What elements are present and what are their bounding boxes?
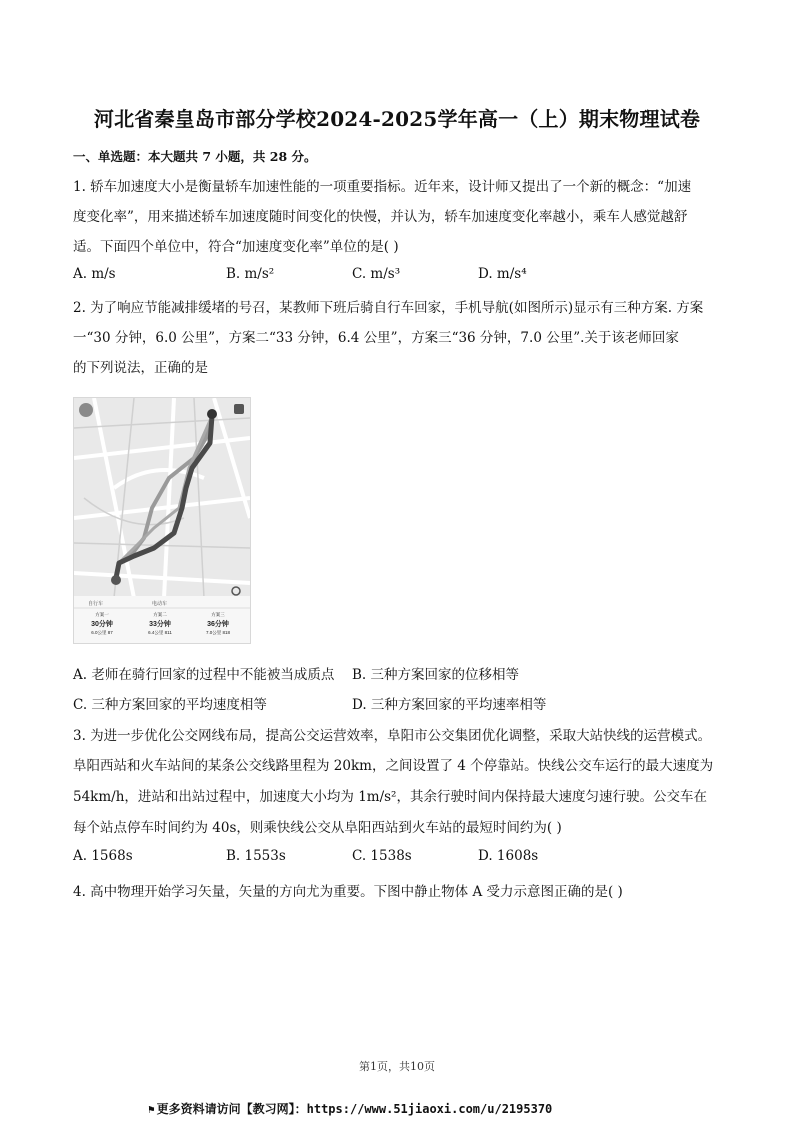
q3-option-d: D. 1608s xyxy=(478,848,539,864)
map-poi-icon xyxy=(79,403,93,417)
q2-option-d: D. 三种方案回家的平均速率相等 xyxy=(352,697,547,713)
navigation-map-image xyxy=(73,397,251,644)
q3-line-4: 每个站点停车时间约为 40s，则乘快线公交从阜阳西站到火车站的最短时间约为( ) xyxy=(73,820,562,836)
plan-1-dist: 6.0公里 87 xyxy=(91,630,113,635)
q2-option-c: C. 三种方案回家的平均速度相等 xyxy=(73,697,267,713)
page-title: 河北省秦皇岛市部分学校2024-2025学年高一（上）期末物理试卷 xyxy=(93,107,701,131)
q2-line-1: 2. 为了响应节能减排缓堵的号召，某教师下班后骑自行车回家，手机导航(如图所示)显示有三种方案. 方案 xyxy=(73,300,704,316)
plan-3-dist: 7.0公里 818 xyxy=(205,630,231,635)
plan-2-label: 方案二 xyxy=(153,612,167,617)
q2-line-3: 的下列说法，正确的是 xyxy=(73,360,208,376)
q3-option-a: A. 1568s xyxy=(73,848,133,864)
compass-icon xyxy=(234,404,244,414)
q3-line-1: 3. 为进一步优化公交网线布局，提高公交运营效率，阜阳市公交集团优化调整，采取大站快线的运营模式。 xyxy=(73,728,712,744)
map-mode-bike: 自行车 xyxy=(88,601,104,607)
plan-2-time: 33分钟 xyxy=(149,621,171,628)
q3-line-2: 阜阳西站和火车站间的某条公交线路里程为 20km，之间设置了 4 个停靠站。快线公交车运行的最大速度为 xyxy=(73,758,714,774)
q2-option-a: A. 老师在骑行回家的过程中不能被当成质点 xyxy=(73,667,335,683)
section-heading: 一、单选题：本大题共 7 小题，共 28 分。 xyxy=(73,149,317,164)
q1-line-1: 1. 轿车加速度大小是衡量轿车加速性能的一项重要指标。近年来，设计师又提出了一个新的概念：“加速 xyxy=(73,179,692,195)
map-mode-ebike: 电动车 xyxy=(152,601,168,607)
plan-3-label: 方案三 xyxy=(211,612,225,617)
q1-option-b: B. m/s² xyxy=(226,266,275,282)
flag-icon: ⚑ xyxy=(148,1103,155,1116)
q1-line-3: 适。下面四个单位中，符合“加速度变化率”单位的是( ) xyxy=(73,239,399,255)
q2-option-b: B. 三种方案回家的位移相等 xyxy=(352,667,520,683)
page-footer: 第1页，共10页 xyxy=(359,1060,435,1073)
plan-1-label: 方案一 xyxy=(95,612,109,617)
q1-line-2: 度变化率”，用来描述轿车加速度随时间变化的快慢，并认为，轿车加速度变化率越小，乘车人感觉越舒 xyxy=(73,209,688,225)
q1-option-c: C. m/s³ xyxy=(352,266,401,282)
q1-option-a: A. m/s xyxy=(73,266,116,282)
bottom-link-text[interactable]: 更多资料请访问【教习网】：https://www.51jiaoxi.com/u/2195370 xyxy=(156,1102,553,1116)
map-end-marker xyxy=(111,575,121,585)
map-start-marker xyxy=(207,409,217,419)
plan-3-time: 36分钟 xyxy=(207,621,229,628)
q3-option-c: C. 1538s xyxy=(352,848,412,864)
q3-option-b: B. 1553s xyxy=(226,848,286,864)
q1-option-d: D. m/s⁴ xyxy=(478,266,527,282)
plan-1-time: 30分钟 xyxy=(91,621,113,628)
q4-line-1: 4. 高中物理开始学习矢量，矢量的方向尤为重要。下图中静止物体 A 受力示意图正确的是( ) xyxy=(73,884,623,900)
bottom-link[interactable] xyxy=(148,1100,552,1117)
q2-line-2: 一“30 分钟，6.0 公里”，方案二“33 分钟，6.4 公里”，方案三“36 分钟，7.0 公里”.关于该老师回家 xyxy=(73,330,679,346)
plan-2-dist: 6.4公里 811 xyxy=(148,630,172,635)
q3-line-3: 54km/h，进站和出站过程中，加速度大小均为 1m/s²，其余行驶时间内保持最大速度匀速行驶。公交车在 xyxy=(73,789,707,805)
